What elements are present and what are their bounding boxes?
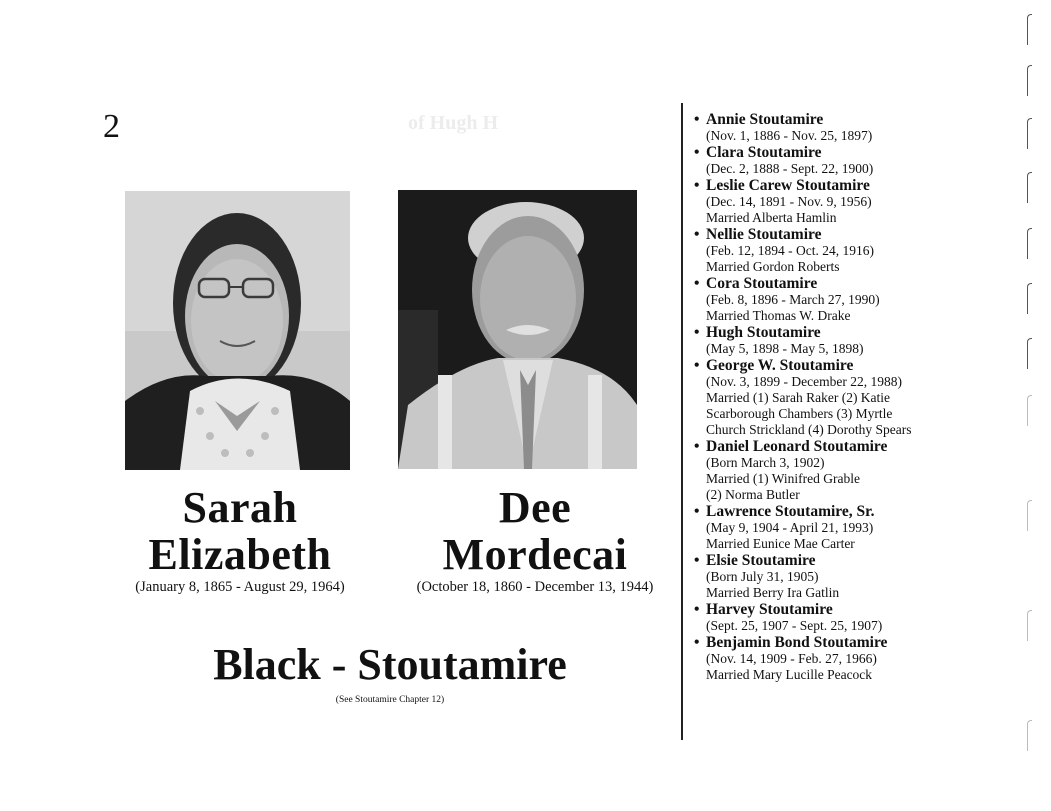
- child-dates: (Dec. 2, 1888 - Sept. 22, 1900): [706, 161, 874, 176]
- portrait-photo-dee: [398, 190, 637, 469]
- child-entry: [694, 601, 994, 634]
- bullet-icon: •: [694, 552, 700, 569]
- child-name: [694, 275, 994, 292]
- bullet-icon: •: [694, 111, 700, 128]
- child-name-text: Hugh Stoutamire: [706, 324, 821, 341]
- middle-name: Mordecai: [442, 530, 628, 579]
- page-number: 2: [103, 108, 120, 145]
- child-name: [694, 601, 994, 618]
- child-marriage-info: Married Berry Ira Gatlin: [706, 585, 840, 600]
- child-entry: [694, 503, 994, 552]
- child-marriage-info: Married Thomas W. Drake: [706, 308, 851, 323]
- child-marriage-info: (2) Norma Butler: [706, 487, 800, 502]
- child-entry: [694, 177, 994, 226]
- child-dates: (Born July 31, 1905): [706, 569, 819, 584]
- person-name-dee: [395, 484, 675, 578]
- bullet-icon: •: [694, 144, 700, 161]
- middle-name: Elizabeth: [148, 530, 332, 579]
- child-entry: [694, 275, 994, 324]
- child-name: [694, 111, 994, 128]
- child-name-text: Benjamin Bond Stoutamire: [706, 634, 888, 651]
- life-dates-sarah: (January 8, 1865 - August 29, 1964): [135, 579, 345, 595]
- binder-ring-mark: [1027, 610, 1032, 641]
- person-name-sarah: [100, 484, 380, 578]
- child-name-text: Harvey Stoutamire: [706, 601, 833, 618]
- bullet-icon: •: [694, 601, 700, 618]
- bullet-icon: •: [694, 226, 700, 243]
- child-dates: (May 5, 1898 - May 5, 1898): [706, 341, 864, 356]
- bullet-icon: •: [694, 275, 700, 292]
- bullet-icon: •: [694, 177, 700, 194]
- child-name: [694, 144, 994, 161]
- bullet-icon: •: [694, 503, 700, 520]
- bullet-icon: •: [694, 438, 700, 455]
- child-dates: (Nov. 14, 1909 - Feb. 27, 1966): [706, 651, 877, 666]
- column-divider: [681, 103, 683, 740]
- child-entry: [694, 324, 994, 357]
- child-name-text: Annie Stoutamire: [706, 111, 824, 128]
- child-entry: [694, 438, 994, 503]
- child-name: [694, 634, 994, 651]
- child-marriage-info: Married Mary Lucille Peacock: [706, 667, 873, 682]
- child-name-text: Daniel Leonard Stoutamire: [706, 438, 888, 455]
- child-entry: [694, 552, 994, 601]
- portrait-photo-sarah: [125, 191, 350, 470]
- child-name: [694, 552, 994, 569]
- child-marriage-info: Scarborough Chambers (3) Myrtle: [706, 406, 893, 421]
- binder-ring-mark: [1027, 720, 1032, 751]
- child-name: [694, 438, 994, 455]
- chapter-reference-note: (See Stoutamire Chapter 12): [335, 695, 445, 705]
- child-name-text: Cora Stoutamire: [706, 275, 818, 292]
- child-dates: (Born March 3, 1902): [706, 455, 825, 470]
- binder-ring-mark: [1027, 500, 1032, 531]
- binder-ring-mark: [1027, 172, 1032, 203]
- child-name: [694, 177, 994, 194]
- child-entry: [694, 226, 994, 275]
- child-entry: [694, 634, 994, 683]
- child-entry: [694, 111, 994, 144]
- children-list: [694, 111, 994, 683]
- child-dates: (Nov. 1, 1886 - Nov. 25, 1897): [706, 128, 873, 143]
- child-marriage-info: Married Alberta Hamlin: [706, 210, 837, 225]
- child-name-text: Nellie Stoutamire: [706, 226, 822, 243]
- child-name-text: Lawrence Stoutamire, Sr.: [706, 503, 875, 520]
- binder-ring-mark: [1027, 14, 1032, 45]
- life-dates-dee: (October 18, 1860 - December 13, 1944): [416, 579, 654, 595]
- binder-ring-mark: [1027, 228, 1032, 259]
- child-dates: (May 9, 1904 - April 21, 1993): [706, 520, 874, 535]
- family-name-heading: Black - Stoutamire: [213, 640, 567, 689]
- child-dates: (Feb. 12, 1894 - Oct. 24, 1916): [706, 243, 874, 258]
- child-dates: (Feb. 8, 1896 - March 27, 1990): [706, 292, 880, 307]
- bullet-icon: •: [694, 357, 700, 374]
- binder-ring-mark: [1027, 395, 1032, 426]
- bullet-icon: •: [694, 634, 700, 651]
- child-name-text: Clara Stoutamire: [706, 144, 822, 161]
- child-dates: (Sept. 25, 1907 - Sept. 25, 1907): [706, 618, 883, 633]
- child-name-text: Elsie Stoutamire: [706, 552, 816, 569]
- child-marriage-info: Married (1) Sarah Raker (2) Katie: [706, 390, 891, 405]
- child-marriage-info: Married Gordon Roberts: [706, 259, 840, 274]
- child-marriage-info: Married Eunice Mae Carter: [706, 536, 855, 551]
- bleed-through-text: of Hugh H: [408, 112, 499, 134]
- first-name: Sarah: [182, 483, 298, 532]
- binder-ring-mark: [1027, 338, 1032, 369]
- child-name-text: George W. Stoutamire: [706, 357, 854, 374]
- first-name: Dee: [498, 483, 572, 532]
- binder-ring-mark: [1027, 118, 1032, 149]
- child-dates: (Dec. 14, 1891 - Nov. 9, 1956): [706, 194, 872, 209]
- child-name: [694, 226, 994, 243]
- bullet-icon: •: [694, 324, 700, 341]
- child-name: [694, 503, 994, 520]
- child-entry: [694, 357, 994, 438]
- child-name-text: Leslie Carew Stoutamire: [706, 177, 870, 194]
- child-entry: [694, 144, 994, 177]
- child-name: [694, 324, 994, 341]
- child-marriage-info: Married (1) Winifred Grable: [706, 471, 861, 486]
- child-name: [694, 357, 994, 374]
- binder-ring-mark: [1027, 65, 1032, 96]
- child-dates: (Nov. 3, 1899 - December 22, 1988): [706, 374, 902, 389]
- child-marriage-info: Church Strickland (4) Dorothy Spears: [706, 422, 912, 437]
- binder-ring-mark: [1027, 283, 1032, 314]
